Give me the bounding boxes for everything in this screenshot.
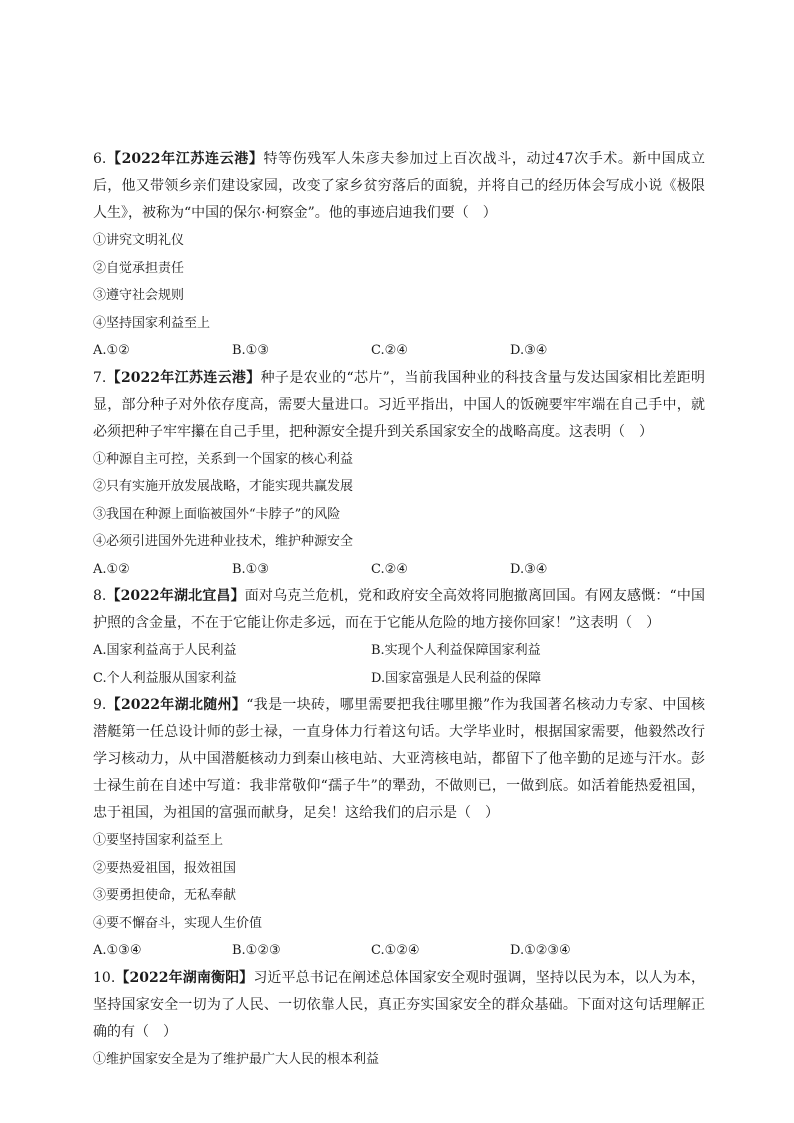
answer-choice-b: B.实现个人利益保障国家利益 bbox=[371, 643, 541, 658]
question-number: 8. bbox=[93, 588, 107, 604]
question-source: 【2022年湖北随州】 bbox=[106, 697, 247, 713]
answer-choices bbox=[93, 637, 705, 692]
question-number: 9. bbox=[93, 697, 107, 713]
answer-choice-c: C.①②④ bbox=[371, 943, 420, 958]
answer-choice-a: A.国家利益高于人民利益 bbox=[93, 643, 237, 658]
statement-option: ④必须引进国外先进种业技术，维护种源安全 bbox=[93, 534, 354, 549]
statement-option: ③遵守社会规则 bbox=[93, 288, 185, 303]
statement-option: ①讲究文明礼仪 bbox=[93, 233, 185, 248]
answer-choice-c: C.②④ bbox=[371, 343, 408, 358]
document-page bbox=[93, 146, 705, 1073]
question-source: 【2022年江苏连云港】 bbox=[106, 369, 261, 386]
statement-option: ①要坚持国家利益至上 bbox=[93, 833, 224, 848]
statement-option: ②只有实施开放发展战略，才能实现共赢发展 bbox=[93, 479, 354, 494]
answer-choice-c: C.②④ bbox=[371, 561, 408, 577]
statement-option: ④坚持国家利益至上 bbox=[93, 315, 211, 331]
statement-option: ②要热爱祖国，报效祖国 bbox=[93, 860, 237, 876]
question-text: 特等伤残军人朱彦夫参加过上百次战斗，动过47次手术。新中国成立后，他又带领乡亲们建设家园，改变了家乡贫穷落后的面貌，并将自己的经历体会写成小说《极限人生》，被称为“中国的保尔·柯察金”。他的事迹启迪我们要（ ） bbox=[93, 151, 705, 221]
statement-option: ①维护国家安全是为了维护最广大人民的根本利益 bbox=[93, 1051, 380, 1067]
question-source: 【2022年江苏连云港】 bbox=[106, 151, 264, 167]
question-source: 【2022年湖南衡阳】 bbox=[115, 969, 254, 986]
question-stem bbox=[93, 583, 705, 637]
answer-choice-a: A.①③④ bbox=[93, 943, 142, 958]
answer-choice-d: D.③④ bbox=[510, 343, 548, 358]
question-text: 习近平总书记在阐述总体国家安全观时强调，坚持以民为本，以人为本，坚持国家安全一切为了人民、一切依靠人民，真正夯实国家安全的群众基础。下面对这句话理解正确的有（ ） bbox=[93, 969, 706, 1040]
question-number: 6. bbox=[93, 151, 107, 167]
statement-option: ②自觉承担责任 bbox=[93, 260, 185, 276]
answer-choices bbox=[93, 337, 705, 365]
question-source: 【2022年湖北宜昌】 bbox=[106, 588, 245, 604]
statement-option: ③要勇担使命，无私奉献 bbox=[93, 888, 237, 903]
question-8 bbox=[93, 583, 705, 692]
answer-choice-c: C.个人利益服从国家利益 bbox=[93, 670, 237, 686]
answer-choice-a: A.①② bbox=[93, 561, 130, 577]
answer-choices bbox=[93, 556, 705, 584]
question-stem bbox=[93, 692, 705, 827]
question-7 bbox=[93, 365, 705, 584]
answer-choices bbox=[93, 937, 705, 965]
question-number: 7. bbox=[93, 369, 107, 386]
question-9 bbox=[93, 692, 705, 965]
question-stem bbox=[93, 146, 705, 227]
answer-choice-a: A.①② bbox=[93, 343, 130, 358]
answer-choice-d: D.国家富强是人民利益的保障 bbox=[371, 670, 542, 686]
question-10 bbox=[93, 965, 705, 1074]
question-text: 面对乌克兰危机，党和政府安全高效将同胞撤离回国。有网友感慨：“中国护照的含金量，不在于它能让你走多远，而在于它能从危险的地方接你回家！”这表明（ ） bbox=[93, 588, 706, 631]
question-text: “我是一块砖，哪里需要把我往哪里搬”作为我国著名核动力专家、中国核潜艇第一任总设计师的彭士禄，一直身体力行着这句话。大学毕业时，根据国家需要，他毅然改行学习核动力，从中国潜艇核动力到秦山核电站、大亚湾核电站，都留下了他辛勤的足迹与汗水。彭士禄生前在自述中写道：我非常敬仰“孺子牛”的犟劲，不做则已，一做到底。如活着能热爱祖国，忠于祖国，为祖国的富强而献身，足矣！这给我们的启示是（ ） bbox=[93, 697, 705, 821]
answer-choice-b: B.①③ bbox=[232, 343, 269, 358]
question-text: 种子是农业的“芯片”，当前我国种业的科技含量与发达国家相比差距明显，部分种子对外依存度高，需要大量进口。习近平指出，中国人的饭碗要牢牢端在自己手中，就必须把种子牢牢攥在自己手里，把种源安全提升到关系国家安全的战略高度。这表明（ ） bbox=[93, 369, 705, 440]
question-number: 10. bbox=[93, 969, 116, 986]
answer-choice-b: B.①③ bbox=[232, 561, 269, 577]
statement-option: ③我国在种源上面临被国外“卡脖子”的风险 bbox=[93, 506, 341, 522]
question-6 bbox=[93, 146, 705, 365]
statement-option: ④要不懈奋斗，实现人生价值 bbox=[93, 915, 263, 931]
answer-choice-d: D.③④ bbox=[510, 561, 548, 577]
answer-choice-d: D.①②③④ bbox=[510, 943, 571, 958]
statement-option: ①种源自主可控，关系到一个国家的核心利益 bbox=[93, 451, 354, 467]
answer-choice-b: B.①②③ bbox=[232, 943, 281, 958]
question-stem bbox=[93, 365, 705, 446]
question-stem bbox=[93, 965, 705, 1046]
